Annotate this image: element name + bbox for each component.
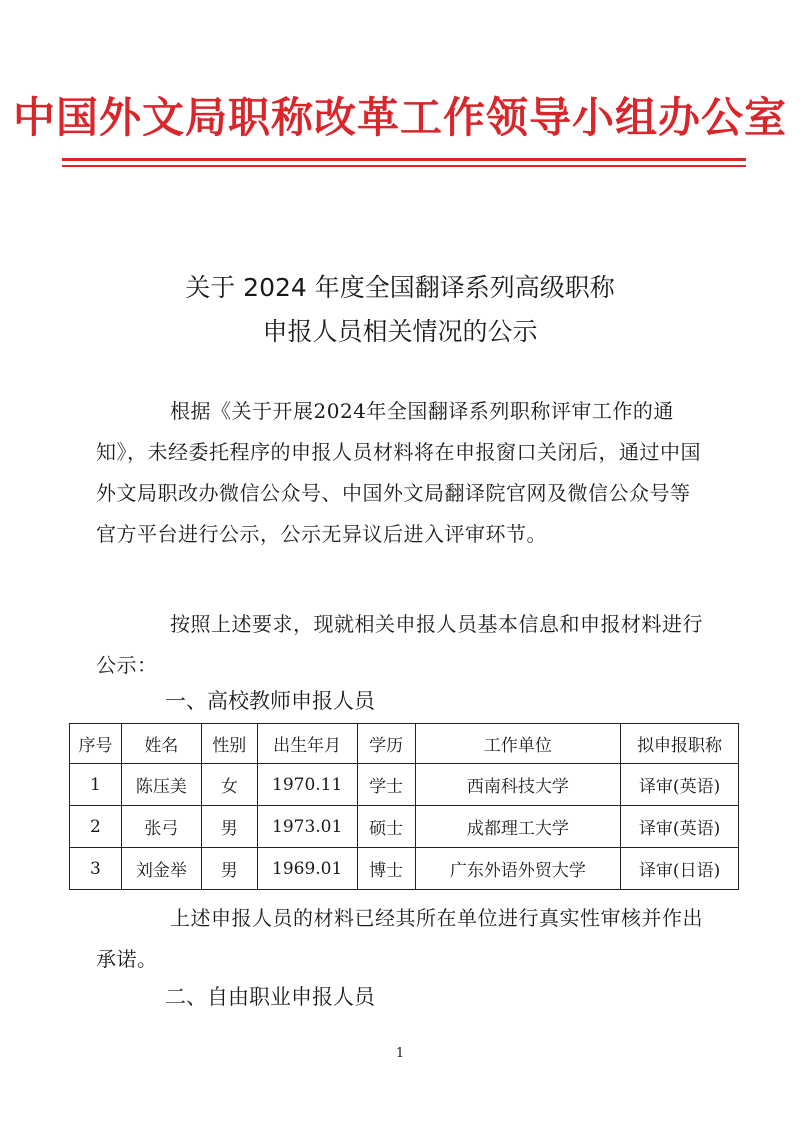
table-cell: 2 <box>70 806 122 848</box>
table-cell: 1 <box>70 764 122 806</box>
requirement-paragraph <box>96 604 704 686</box>
table-header-cell: 性别 <box>201 724 257 764</box>
table-header-cell: 工作单位 <box>415 724 621 764</box>
table-row <box>70 806 739 848</box>
table-cell: 男 <box>201 848 257 890</box>
table-header-row <box>70 724 739 764</box>
letterhead-red-rule-thick <box>62 158 746 161</box>
verification-paragraph <box>96 898 704 980</box>
table-cell: 男 <box>201 806 257 848</box>
table-cell: 译审(英语) <box>621 806 739 848</box>
table-cell: 译审(英语) <box>621 764 739 806</box>
requirement-paragraph-text: 按照上述要求，现就相关申报人员基本信息和申报材料进行公示： <box>96 612 703 677</box>
table-cell: 1970.11 <box>257 764 357 806</box>
table-cell: 张弓 <box>121 806 201 848</box>
table-cell: 陈压美 <box>121 764 201 806</box>
table-cell: 1969.01 <box>257 848 357 890</box>
table-row <box>70 848 739 890</box>
table-cell: 译审(日语) <box>621 848 739 890</box>
intro-paragraph <box>96 391 704 555</box>
document-title-line-1: 关于 2024 年度全国翻译系列高级职称 <box>185 273 615 302</box>
table-cell: 女 <box>201 764 257 806</box>
table-header-cell: 出生年月 <box>257 724 357 764</box>
table-cell: 3 <box>70 848 122 890</box>
section-heading-freelance: 二、自由职业申报人员 <box>165 985 375 1009</box>
table-header-cell: 序号 <box>70 724 122 764</box>
page-number: 1 <box>395 1046 405 1061</box>
table-cell: 1973.01 <box>257 806 357 848</box>
table-row <box>70 764 739 806</box>
table-header-cell: 学历 <box>357 724 415 764</box>
table-cell: 硕士 <box>357 806 415 848</box>
applicant-table <box>69 723 739 890</box>
table-header-cell: 拟申报职称 <box>621 724 739 764</box>
verification-paragraph-text: 上述申报人员的材料已经其所在单位进行真实性审核并作出承诺。 <box>96 906 703 971</box>
table-cell: 学士 <box>357 764 415 806</box>
org-letterhead-title: 中国外文局职称改革工作领导小组办公室 <box>12 93 787 142</box>
table-cell: 西南科技大学 <box>415 764 621 806</box>
table-cell: 广东外语外贸大学 <box>415 848 621 890</box>
section-heading-university-teachers: 一、高校教师申报人员 <box>165 689 375 713</box>
letterhead-red-rule-thin <box>62 165 746 167</box>
intro-paragraph-text: 根据《关于开展2024年全国翻译系列职称评审工作的通知》，未经委托程序的申报人员材料将在申报窗口关闭后，通过中国外文局职改办微信公众号、中国外文局翻译院官网及微信公众号等官方平台进行公示，公示无异议后进入评审环节。 <box>96 399 701 546</box>
table-cell: 刘金举 <box>121 848 201 890</box>
table-cell: 博士 <box>357 848 415 890</box>
document-title-line-2: 申报人员相关情况的公示 <box>262 317 538 346</box>
table-header-cell: 姓名 <box>121 724 201 764</box>
table-cell: 成都理工大学 <box>415 806 621 848</box>
